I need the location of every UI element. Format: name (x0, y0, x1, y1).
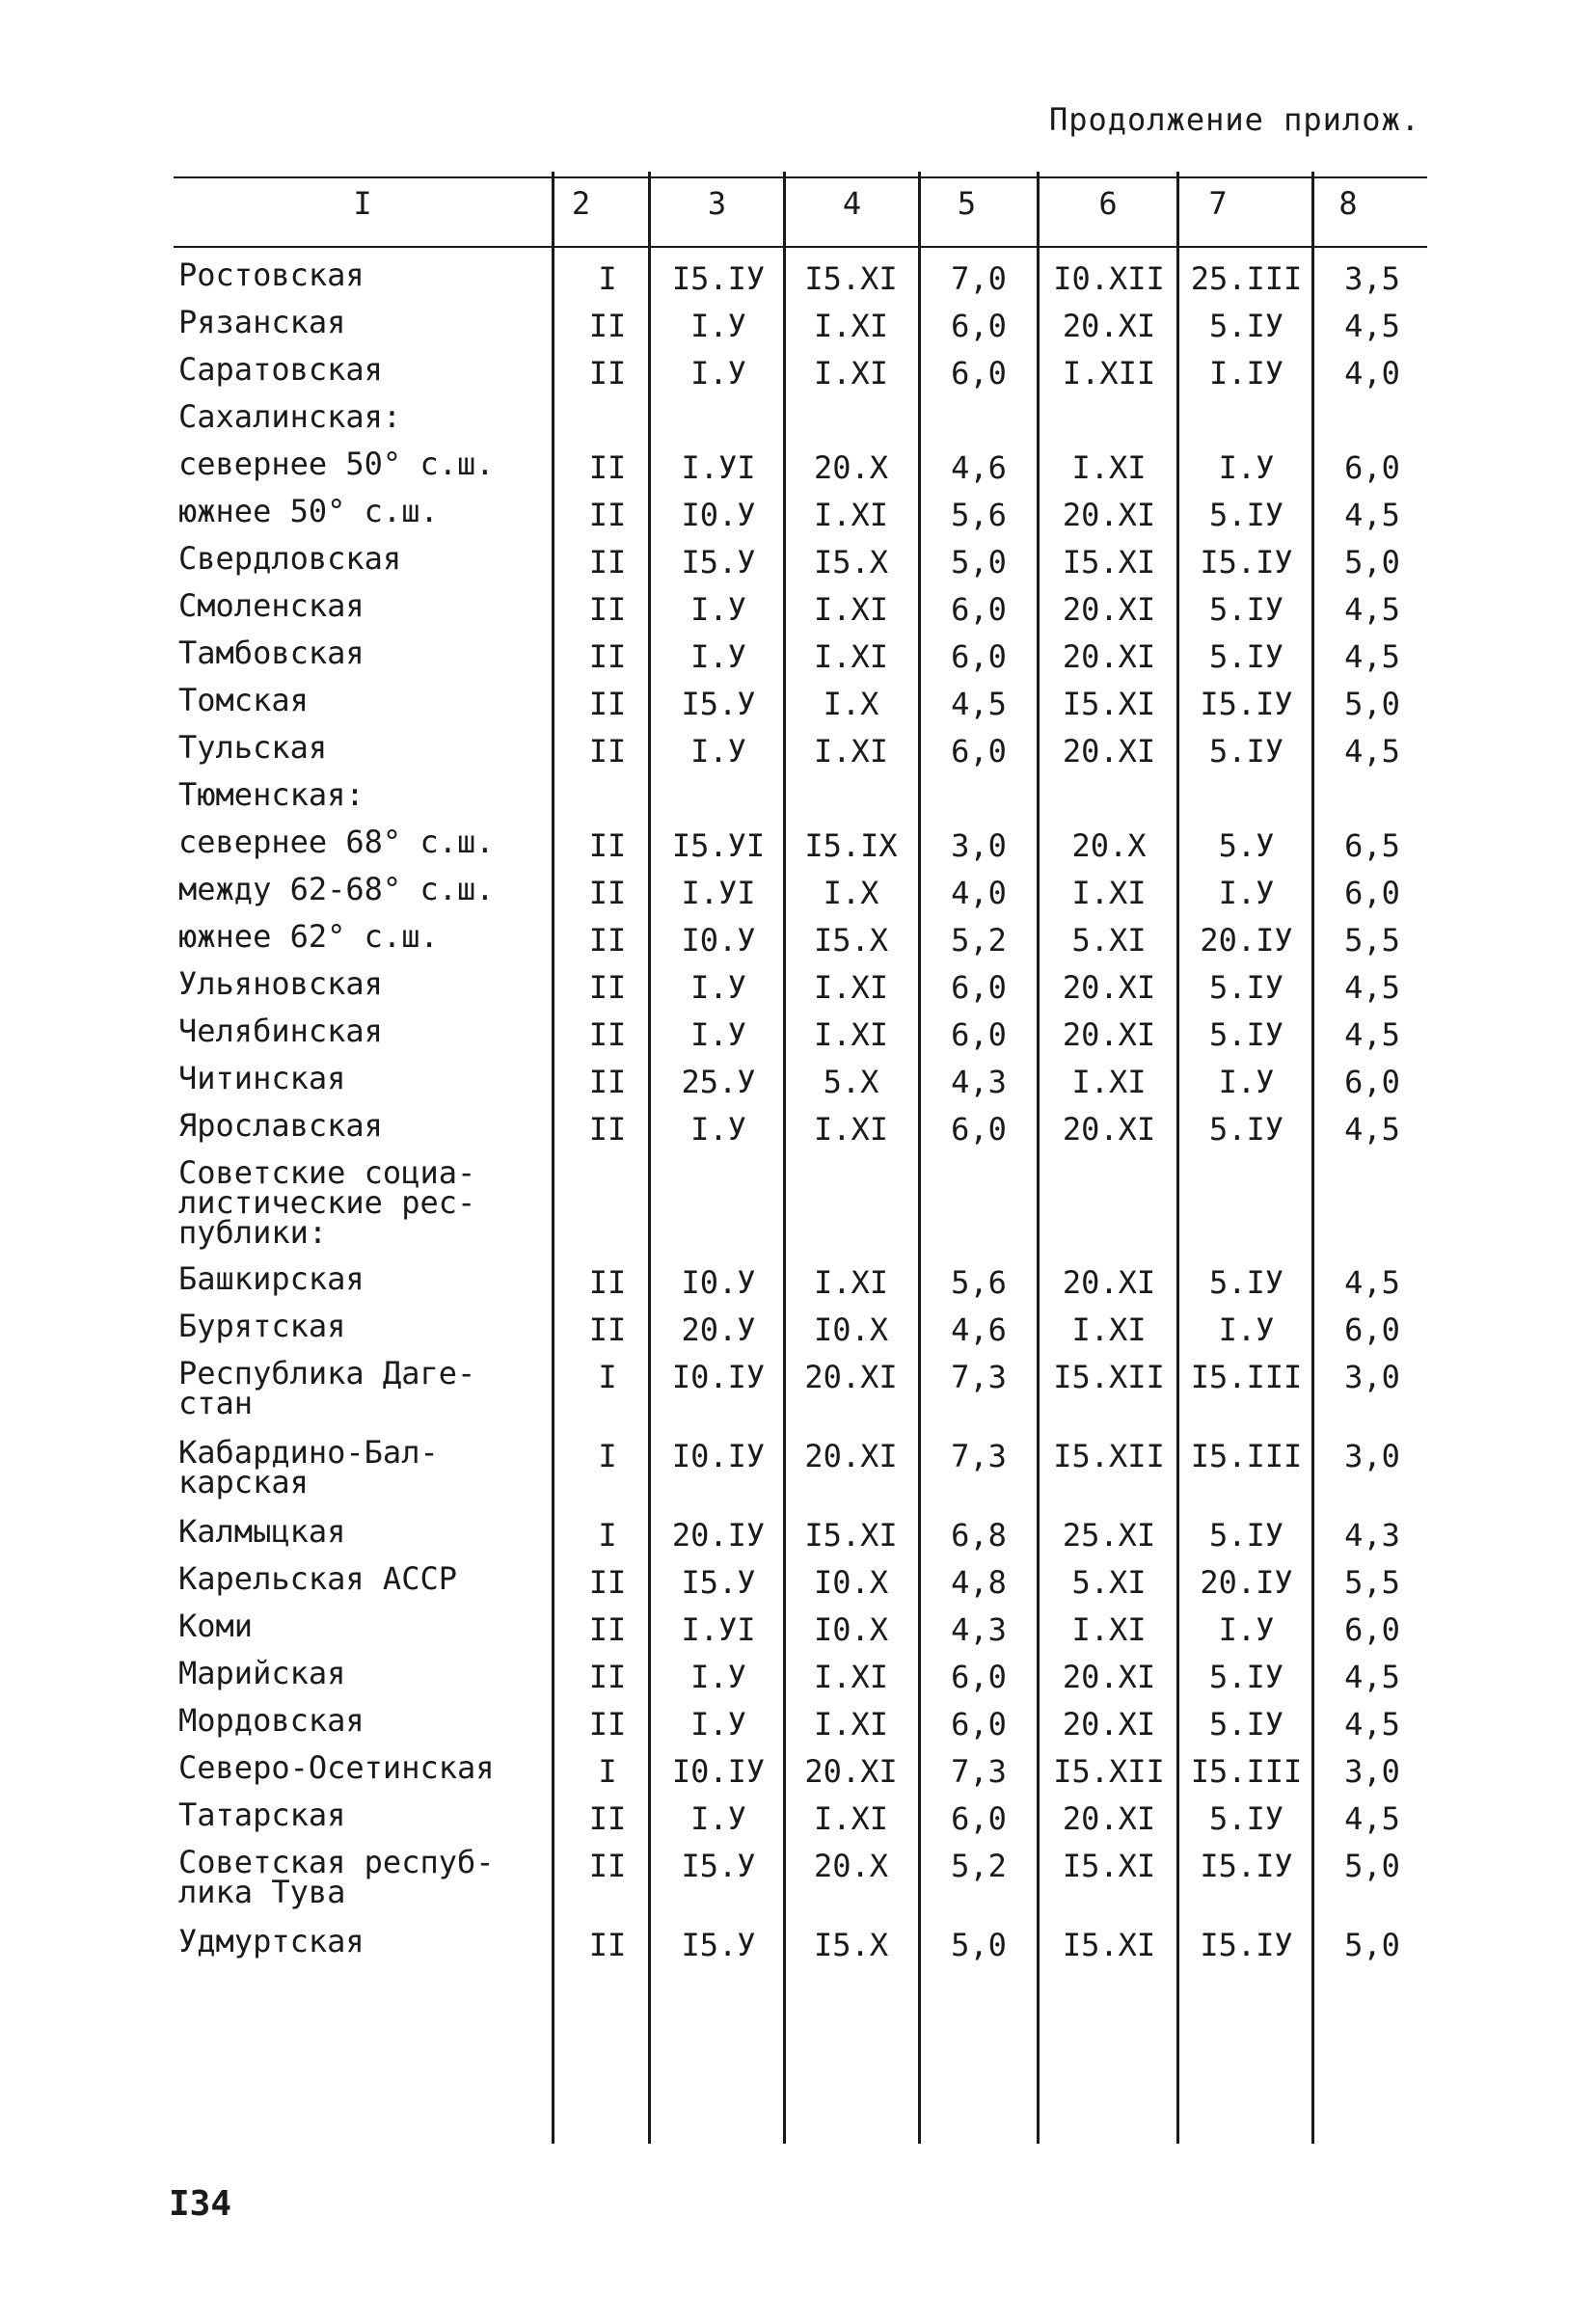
table-cell-c6: I5.XII (1053, 1438, 1165, 1474)
table-cell-c3: I5.УI (671, 827, 766, 864)
table-cell-c3: I0.У (681, 1264, 756, 1301)
table-cell-c6: 5.XI (1071, 1564, 1147, 1601)
table-cell-c5: 4,0 (951, 875, 1007, 911)
table-row (0, 918, 1594, 969)
table-cell-c5: 7,3 (951, 1359, 1007, 1395)
table-cell-c3: I.У (690, 733, 746, 770)
table-cell-c5: 5,6 (951, 1264, 1007, 1301)
table-cell-c2: II (588, 1016, 627, 1053)
table-row (0, 351, 1594, 402)
table-cell-c5: 6,0 (951, 638, 1007, 675)
region-name: Свердловская (178, 540, 402, 577)
region-name: Смоленская (178, 587, 365, 624)
table-cell-c3: I.У (690, 308, 746, 344)
table-cell-c2: I (598, 1753, 617, 1790)
table-cell-c8: 5,0 (1344, 1927, 1400, 1963)
table-cell-c2: I (598, 260, 617, 297)
table-row (0, 1844, 1594, 1927)
table-cell-c8: 3,0 (1344, 1438, 1400, 1474)
table-cell-c4: I.XI (813, 497, 889, 533)
table-cell-c2: I (598, 1359, 617, 1395)
table-cell-c3: I5.У (681, 686, 756, 722)
table-cell-c5: 6,0 (951, 308, 1007, 344)
table-cell-c8: 6,0 (1344, 1064, 1400, 1100)
table-cell-c2: II (588, 922, 627, 959)
table-cell-c6: I5.XII (1053, 1753, 1165, 1790)
table-cell-c4: I.XI (813, 308, 889, 344)
table-cell-c2: II (588, 544, 627, 581)
table-cell-c8: 4,5 (1344, 1706, 1400, 1743)
table-cell-c3: I0.IУ (671, 1753, 766, 1790)
table-cell-c4: I.XI (813, 355, 889, 392)
table-cell-c3: I.У (690, 638, 746, 675)
table-cell-c2: II (588, 497, 627, 533)
table-cell-c6: 20.XI (1062, 1264, 1156, 1301)
table-cell-c6: I.XI (1071, 1611, 1147, 1648)
table-cell-c8: 5,0 (1344, 544, 1400, 581)
table-cell-c5: 4,6 (951, 449, 1007, 486)
table-cell-c6: 5.XI (1071, 922, 1147, 959)
table-row (0, 729, 1594, 780)
table-cell-c7: 5.У (1218, 827, 1275, 864)
table-cell-c6: I5.XII (1053, 1359, 1165, 1395)
table-cell-c4: I5.XI (804, 260, 898, 297)
region-name: Тюменская: (178, 776, 365, 813)
table-cell-c6: 25.XI (1062, 1517, 1156, 1554)
table-cell-c4: I0.X (813, 1564, 889, 1601)
table-cell-c8: 4,5 (1344, 1264, 1400, 1301)
region-name: Ярославская (178, 1107, 383, 1144)
table-cell-c5: 5,0 (951, 1927, 1007, 1963)
table-row (0, 587, 1594, 638)
table-cell-c2: II (588, 1564, 627, 1601)
table-cell-c3: I.УI (681, 875, 756, 911)
table-cell-c5: 4,3 (951, 1611, 1007, 1648)
region-name: севернее 68° с.ш. (178, 824, 495, 860)
table-cell-c2: II (588, 1111, 627, 1148)
table-row (0, 965, 1594, 1016)
region-name: Саратовская (178, 351, 383, 388)
table-cell-c3: I5.У (681, 1848, 756, 1884)
table-cell-c3: I.У (690, 1111, 746, 1148)
region-name: Коми (178, 1608, 254, 1644)
page-number: I34 (169, 2184, 232, 2224)
region-name: Тамбовская (178, 635, 365, 671)
table-cell-c7: I.IУ (1208, 355, 1284, 392)
table-cell-c6: I.XI (1071, 1064, 1147, 1100)
table-cell-c8: 4,5 (1344, 638, 1400, 675)
table-cell-c8: 6,5 (1344, 827, 1400, 864)
table-cell-c8: 4,5 (1344, 969, 1400, 1006)
region-name: Советские социа- листические рес- публики: (178, 1154, 476, 1251)
table-cell-c6: 20.XI (1062, 591, 1156, 628)
region-name: южнее 50° с.ш. (178, 493, 439, 529)
table-row (0, 871, 1594, 922)
table-cell-c2: II (588, 827, 627, 864)
table-top-rule (174, 176, 1427, 178)
table-cell-c7: I5.IУ (1200, 1848, 1293, 1884)
table-cell-c2: II (588, 1311, 627, 1348)
region-name: Тульская (178, 729, 328, 766)
table-cell-c4: 20.XI (804, 1753, 898, 1790)
table-cell-c8: 4,5 (1344, 1659, 1400, 1695)
table-row (0, 1655, 1594, 1706)
table-row (0, 1355, 1594, 1438)
table-cell-c2: II (588, 1800, 627, 1837)
table-cell-c4: I.XI (813, 591, 889, 628)
table-cell-c7: 5.IУ (1208, 1800, 1284, 1837)
column-header: 5 (957, 185, 977, 222)
table-row (0, 1154, 1594, 1264)
table-row (0, 1308, 1594, 1359)
table-cell-c2: II (588, 449, 627, 486)
region-name: Калмыцкая (178, 1513, 346, 1550)
table-cell-c7: 5.IУ (1208, 1659, 1284, 1695)
table-cell-c8: 5,0 (1344, 1848, 1400, 1884)
table-cell-c7: I5.IУ (1200, 686, 1293, 722)
table-cell-c3: I0.IУ (671, 1359, 766, 1395)
table-cell-c8: 4,5 (1344, 497, 1400, 533)
table-cell-c3: I.У (690, 1706, 746, 1743)
region-name: Карельская АССР (178, 1560, 457, 1597)
table-cell-c2: II (588, 355, 627, 392)
region-name: Ростовская (178, 257, 365, 293)
table-cell-c5: 4,3 (951, 1064, 1007, 1100)
table-cell-c2: II (588, 1264, 627, 1301)
table-cell-c3: 25.У (681, 1064, 756, 1100)
table-cell-c2: II (588, 1927, 627, 1963)
table-cell-c6: 20.XI (1062, 1111, 1156, 1148)
table-cell-c3: 20.У (681, 1311, 756, 1348)
table-cell-c4: I.XI (813, 1706, 889, 1743)
table-cell-c7: 5.IУ (1208, 1517, 1284, 1554)
table-cell-c3: I0.IУ (671, 1438, 766, 1474)
table-cell-c2: II (588, 1848, 627, 1884)
table-cell-c4: I.XI (813, 1800, 889, 1837)
table-cell-c2: I (598, 1438, 617, 1474)
table-cell-c3: 20.IУ (671, 1517, 766, 1554)
table-cell-c2: II (588, 686, 627, 722)
table-cell-c5: 6,0 (951, 733, 1007, 770)
table-cell-c8: 6,0 (1344, 449, 1400, 486)
table-cell-c8: 4,5 (1344, 1016, 1400, 1053)
table-cell-c3: I.У (690, 591, 746, 628)
table-cell-c6: I.XI (1071, 449, 1147, 486)
table-row (0, 635, 1594, 686)
table-row (0, 1923, 1594, 1985)
table-cell-c6: 20.XI (1062, 638, 1156, 675)
table-cell-c8: 5,5 (1344, 1564, 1400, 1601)
region-name: Мордовская (178, 1702, 365, 1739)
table-cell-c4: I5.IX (804, 827, 898, 864)
table-cell-c2: II (588, 733, 627, 770)
region-name: южнее 62° с.ш. (178, 918, 439, 955)
table-cell-c4: I.X (823, 875, 879, 911)
table-cell-c5: 6,0 (951, 969, 1007, 1006)
table-cell-c5: 7,3 (951, 1753, 1007, 1790)
table-cell-c2: II (588, 969, 627, 1006)
table-row (0, 304, 1594, 355)
table-cell-c4: I.XI (813, 638, 889, 675)
table-cell-c4: 20.X (813, 449, 889, 486)
table-cell-c2: II (588, 1064, 627, 1100)
table-cell-c4: I.XI (813, 1264, 889, 1301)
table-cell-c3: I.У (690, 355, 746, 392)
table-cell-c3: I5.У (681, 544, 756, 581)
region-name: между 62-68° с.ш. (178, 871, 495, 907)
table-cell-c6: I.XII (1062, 355, 1156, 392)
region-name: Северо-Осетинская (178, 1749, 495, 1786)
table-row (0, 257, 1594, 308)
table-cell-c7: 5.IУ (1208, 497, 1284, 533)
table-row (0, 540, 1594, 591)
region-name: Томская (178, 682, 309, 718)
region-name: Сахалинская: (178, 398, 402, 435)
table-cell-c6: 20.XI (1062, 1800, 1156, 1837)
table-cell-c8: 3,0 (1344, 1753, 1400, 1790)
table-cell-c5: 3,0 (951, 827, 1007, 864)
table-row (0, 1107, 1594, 1158)
table-cell-c5: 6,0 (951, 355, 1007, 392)
region-name: севернее 50° с.ш. (178, 446, 495, 482)
table-cell-c6: 20.X (1071, 827, 1147, 864)
continuation-header: Продолжение прилож. (1048, 101, 1420, 138)
table-cell-c6: 20.XI (1062, 497, 1156, 533)
table-cell-c8: 4,0 (1344, 355, 1400, 392)
table-cell-c5: 4,5 (951, 686, 1007, 722)
table-cell-c5: 6,0 (951, 1659, 1007, 1695)
region-name: Татарская (178, 1797, 346, 1833)
table-row (0, 824, 1594, 875)
table-cell-c4: 5.X (823, 1064, 879, 1100)
column-header: 4 (842, 185, 862, 222)
table-row (0, 1060, 1594, 1111)
table-body (0, 257, 1594, 1985)
table-cell-c7: 5.IУ (1208, 1016, 1284, 1053)
table-cell-c5: 6,0 (951, 1111, 1007, 1148)
table-cell-c6: 20.XI (1062, 308, 1156, 344)
table-cell-c3: I5.У (681, 1927, 756, 1963)
table-cell-c3: I0.У (681, 922, 756, 959)
table-cell-c6: 20.XI (1062, 733, 1156, 770)
region-name: Рязанская (178, 304, 346, 340)
table-cell-c5: 5,2 (951, 922, 1007, 959)
table-row (0, 1513, 1594, 1564)
table-cell-c6: 20.XI (1062, 969, 1156, 1006)
table-cell-c6: I5.XI (1062, 544, 1156, 581)
table-cell-c2: II (588, 638, 627, 675)
column-header: I (353, 185, 372, 222)
table-row (0, 1434, 1594, 1517)
region-name: Удмуртская (178, 1923, 365, 1959)
table-cell-c3: I.У (690, 1016, 746, 1053)
table-cell-c8: 4,5 (1344, 591, 1400, 628)
table-cell-c2: II (588, 308, 627, 344)
table-cell-c7: 20.IУ (1200, 1564, 1293, 1601)
table-cell-c8: 3,0 (1344, 1359, 1400, 1395)
table-cell-c3: I.У (690, 969, 746, 1006)
table-cell-c8: 6,0 (1344, 875, 1400, 911)
table-row (0, 1797, 1594, 1848)
column-header: 2 (571, 185, 591, 222)
table-cell-c7: 5.IУ (1208, 1706, 1284, 1743)
table-cell-c4: I5.X (813, 922, 889, 959)
table-cell-c4: I0.X (813, 1311, 889, 1348)
table-cell-c6: 20.XI (1062, 1706, 1156, 1743)
table-cell-c5: 6,0 (951, 591, 1007, 628)
table-cell-c7: I5.III (1190, 1359, 1303, 1395)
table-cell-c3: I5.IУ (671, 260, 766, 297)
table-cell-c2: II (588, 875, 627, 911)
table-cell-c6: I5.XI (1062, 686, 1156, 722)
table-cell-c5: 6,8 (951, 1517, 1007, 1554)
table-cell-c8: 5,5 (1344, 922, 1400, 959)
table-cell-c4: 20.XI (804, 1438, 898, 1474)
table-cell-c4: I.XI (813, 1016, 889, 1053)
table-cell-c6: I0.XII (1053, 260, 1165, 297)
region-name: Бурятская (178, 1308, 346, 1344)
table-cell-c5: 5,0 (951, 544, 1007, 581)
table-cell-c5: 7,0 (951, 260, 1007, 297)
region-name: Башкирская (178, 1260, 365, 1297)
table-cell-c7: I.У (1218, 1064, 1275, 1100)
table-cell-c7: 5.IУ (1208, 1264, 1284, 1301)
table-cell-c7: I5.IУ (1200, 1927, 1293, 1963)
table-cell-c4: I.XI (813, 969, 889, 1006)
region-name: Марийская (178, 1655, 346, 1691)
table-cell-c4: I0.X (813, 1611, 889, 1648)
table-row (0, 398, 1594, 449)
table-cell-c7: I.У (1218, 449, 1275, 486)
table-cell-c4: 20.XI (804, 1359, 898, 1395)
table-cell-c3: I.У (690, 1659, 746, 1695)
table-cell-c7: 5.IУ (1208, 591, 1284, 628)
table-cell-c7: I5.III (1190, 1753, 1303, 1790)
table-cell-c8: 4,5 (1344, 308, 1400, 344)
table-cell-c3: I5.У (681, 1564, 756, 1601)
table-row (0, 1260, 1594, 1311)
table-cell-c4: I5.X (813, 544, 889, 581)
table-row (0, 1702, 1594, 1753)
table-cell-c8: 4,5 (1344, 733, 1400, 770)
table-cell-c7: 5.IУ (1208, 308, 1284, 344)
table-cell-c8: 4,3 (1344, 1517, 1400, 1554)
table-cell-c7: 5.IУ (1208, 733, 1284, 770)
table-cell-c5: 6,0 (951, 1706, 1007, 1743)
table-cell-c4: I5.XI (804, 1517, 898, 1554)
table-cell-c2: II (588, 1706, 627, 1743)
table-cell-c7: I.У (1218, 875, 1275, 911)
table-cell-c3: I0.У (681, 497, 756, 533)
table-cell-c7: I.У (1218, 1611, 1275, 1648)
region-name: Республика Даге- стан (178, 1355, 476, 1421)
table-cell-c7: I5.III (1190, 1438, 1303, 1474)
table-row (0, 776, 1594, 827)
table-row (0, 1608, 1594, 1659)
table-cell-c8: 4,5 (1344, 1111, 1400, 1148)
table-cell-c5: 7,3 (951, 1438, 1007, 1474)
table-cell-c7: 5.IУ (1208, 969, 1284, 1006)
table-row (0, 1013, 1594, 1064)
table-cell-c4: I.XI (813, 733, 889, 770)
region-name: Советская респуб- лика Тува (178, 1844, 495, 1910)
table-cell-c7: 5.IУ (1208, 1111, 1284, 1148)
table-cell-c4: I.XI (813, 1659, 889, 1695)
table-cell-c5: 6,0 (951, 1800, 1007, 1837)
table-cell-c2: II (588, 1611, 627, 1648)
region-name: Челябинская (178, 1013, 383, 1049)
table-cell-c7: 20.IУ (1200, 922, 1293, 959)
table-cell-c5: 5,2 (951, 1848, 1007, 1884)
table-cell-c6: I.XI (1071, 1311, 1147, 1348)
table-row (0, 446, 1594, 497)
table-cell-c6: 20.XI (1062, 1659, 1156, 1695)
table-cell-c3: I.У (690, 1800, 746, 1837)
column-header: 3 (707, 185, 727, 222)
table-cell-c6: I5.XI (1062, 1848, 1156, 1884)
table-row (0, 1749, 1594, 1800)
table-cell-c4: I.X (823, 686, 879, 722)
table-cell-c5: 4,6 (951, 1311, 1007, 1348)
table-cell-c5: 5,6 (951, 497, 1007, 533)
column-header: 8 (1338, 185, 1358, 222)
table-cell-c5: 4,8 (951, 1564, 1007, 1601)
table-cell-c5: 6,0 (951, 1016, 1007, 1053)
table-header-rule (174, 246, 1427, 248)
table-cell-c8: 4,5 (1344, 1800, 1400, 1837)
table-cell-c3: I.УI (681, 449, 756, 486)
table-cell-c6: I.XI (1071, 875, 1147, 911)
table-row (0, 493, 1594, 544)
column-header: 7 (1208, 185, 1228, 222)
table-cell-c7: 5.IУ (1208, 638, 1284, 675)
table-cell-c4: 20.X (813, 1848, 889, 1884)
table-cell-c8: 6,0 (1344, 1611, 1400, 1648)
table-cell-c3: I.УI (681, 1611, 756, 1648)
table-cell-c7: 25.III (1190, 260, 1303, 297)
table-cell-c2: II (588, 1659, 627, 1695)
column-header: 6 (1098, 185, 1118, 222)
table-row (0, 1560, 1594, 1611)
table-cell-c4: I.XI (813, 1111, 889, 1148)
table-cell-c2: I (598, 1517, 617, 1554)
region-name: Ульяновская (178, 965, 383, 1002)
table-cell-c8: 3,5 (1344, 260, 1400, 297)
table-cell-c2: II (588, 591, 627, 628)
table-cell-c7: I5.IУ (1200, 544, 1293, 581)
table-cell-c6: I5.XI (1062, 1927, 1156, 1963)
table-cell-c4: I5.X (813, 1927, 889, 1963)
table-row (0, 682, 1594, 733)
region-name: Читинская (178, 1060, 346, 1096)
table-cell-c8: 6,0 (1344, 1311, 1400, 1348)
table-cell-c8: 5,0 (1344, 686, 1400, 722)
table-cell-c6: 20.XI (1062, 1016, 1156, 1053)
region-name: Кабардино-Бал- карская (178, 1434, 439, 1500)
table-cell-c7: I.У (1218, 1311, 1275, 1348)
